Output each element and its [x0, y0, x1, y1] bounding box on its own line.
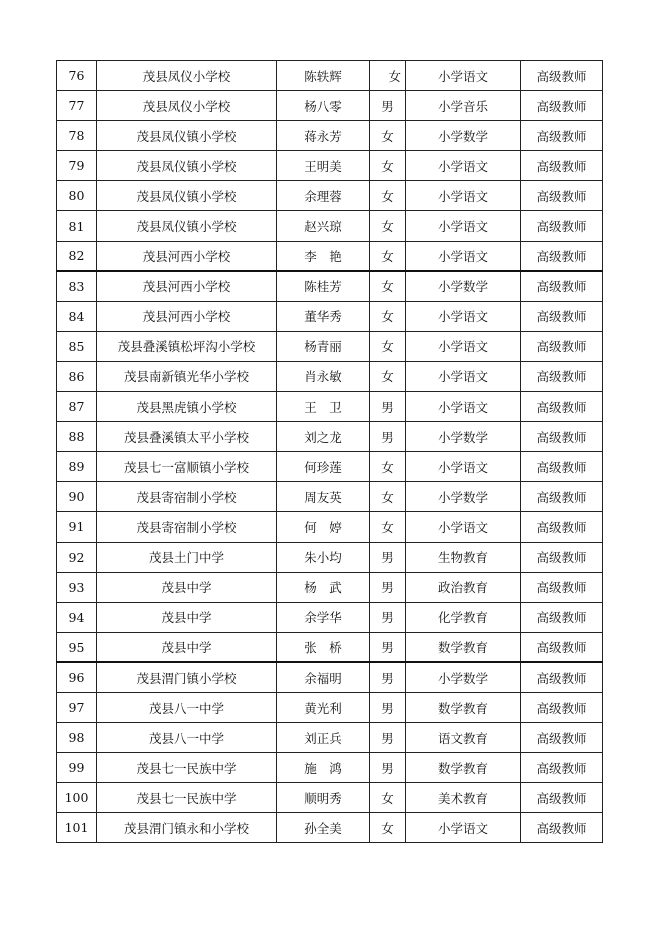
gender-cell: 女: [370, 813, 406, 843]
subject-cell: 政治教育: [406, 572, 521, 602]
row-number-cell: 86: [57, 361, 97, 391]
gender-cell: 女: [370, 121, 406, 151]
rank-title-cell: 高级教师: [521, 512, 603, 542]
row-number-cell: 99: [57, 753, 97, 783]
teacher-name-cell: 周友英: [277, 482, 370, 512]
subject-cell: 小学语文: [406, 181, 521, 211]
rank-title-cell: 高级教师: [521, 271, 603, 301]
teacher-name-cell: 李 艳: [277, 241, 370, 271]
subject-cell: 小学语文: [406, 452, 521, 482]
rank-title-cell: 高级教师: [521, 392, 603, 422]
table-row: [57, 692, 603, 722]
subject-cell: 语文教育: [406, 723, 521, 753]
table-row: [57, 482, 603, 512]
rank-title-cell: 高级教师: [521, 331, 603, 361]
table-row: [57, 211, 603, 241]
teacher-name-cell: 董华秀: [277, 301, 370, 331]
rank-title-cell: 高级教师: [521, 181, 603, 211]
rank-title-cell: 高级教师: [521, 422, 603, 452]
subject-cell: 小学数学: [406, 662, 521, 692]
row-number-cell: 90: [57, 482, 97, 512]
row-number-cell: 89: [57, 452, 97, 482]
row-number-cell: 83: [57, 271, 97, 301]
table-row: [57, 151, 603, 181]
school-cell: 茂县凤仪小学校: [97, 91, 277, 121]
school-cell: 茂县渭门镇永和小学校: [97, 813, 277, 843]
subject-cell: 小学数学: [406, 422, 521, 452]
subject-cell: 小学语文: [406, 61, 521, 91]
school-cell: 茂县土门中学: [97, 542, 277, 572]
row-number-cell: 91: [57, 512, 97, 542]
row-number-cell: 79: [57, 151, 97, 181]
row-number-cell: 92: [57, 542, 97, 572]
row-number-cell: 78: [57, 121, 97, 151]
rank-title-cell: 高级教师: [521, 211, 603, 241]
teacher-name-cell: 杨 武: [277, 572, 370, 602]
gender-cell: 女: [370, 452, 406, 482]
teacher-name-cell: 顺明秀: [277, 783, 370, 813]
school-cell: 茂县寄宿制小学校: [97, 512, 277, 542]
table-row: [57, 422, 603, 452]
row-number-cell: 96: [57, 662, 97, 692]
subject-cell: 小学语文: [406, 211, 521, 241]
school-cell: 茂县中学: [97, 632, 277, 662]
rank-title-cell: 高级教师: [521, 301, 603, 331]
gender-cell: 男: [370, 572, 406, 602]
school-cell: 茂县河西小学校: [97, 301, 277, 331]
rank-title-cell: 高级教师: [521, 151, 603, 181]
row-number-cell: 88: [57, 422, 97, 452]
table-row: [57, 331, 603, 361]
gender-cell: 男: [370, 542, 406, 572]
row-number-cell: 80: [57, 181, 97, 211]
teacher-name-cell: 余理蓉: [277, 181, 370, 211]
row-number-cell: 98: [57, 723, 97, 753]
rank-title-cell: 高级教师: [521, 723, 603, 753]
school-cell: 茂县七一民族中学: [97, 783, 277, 813]
gender-cell: 男: [370, 723, 406, 753]
subject-cell: 小学语文: [406, 331, 521, 361]
rank-title-cell: 高级教师: [521, 452, 603, 482]
rank-title-cell: 高级教师: [521, 361, 603, 391]
table-row: [57, 723, 603, 753]
subject-cell: 小学语文: [406, 301, 521, 331]
row-number-cell: 94: [57, 602, 97, 632]
rank-title-cell: 高级教师: [521, 241, 603, 271]
school-cell: 茂县凤仪镇小学校: [97, 211, 277, 241]
subject-cell: 数学教育: [406, 753, 521, 783]
row-number-cell: 100: [57, 783, 97, 813]
school-cell: 茂县凤仪小学校: [97, 61, 277, 91]
gender-cell: 男: [370, 662, 406, 692]
teacher-name-cell: 陈轶辉: [277, 61, 370, 91]
teacher-name-cell: 赵兴琼: [277, 211, 370, 241]
teacher-name-cell: 张 桥: [277, 632, 370, 662]
row-number-cell: 84: [57, 301, 97, 331]
teacher-name-cell: 刘正兵: [277, 723, 370, 753]
gender-cell: 女: [370, 211, 406, 241]
teacher-name-cell: 杨青丽: [277, 331, 370, 361]
teacher-name-cell: 王明美: [277, 151, 370, 181]
teacher-name-cell: 施 鸿: [277, 753, 370, 783]
gender-cell: 男: [370, 632, 406, 662]
subject-cell: 美术教育: [406, 783, 521, 813]
school-cell: 茂县寄宿制小学校: [97, 482, 277, 512]
row-number-cell: 93: [57, 572, 97, 602]
table-row: [57, 121, 603, 151]
teacher-name-cell: 肖永敏: [277, 361, 370, 391]
rank-title-cell: 高级教师: [521, 602, 603, 632]
gender-cell: 男: [370, 692, 406, 722]
teacher-name-cell: 何珍莲: [277, 452, 370, 482]
row-number-cell: 85: [57, 331, 97, 361]
rank-title-cell: 高级教师: [521, 121, 603, 151]
gender-cell: 女: [370, 783, 406, 813]
subject-cell: 小学语文: [406, 151, 521, 181]
table-row: [57, 753, 603, 783]
subject-cell: 化学教育: [406, 602, 521, 632]
row-number-cell: 82: [57, 241, 97, 271]
gender-cell: 男: [370, 392, 406, 422]
subject-cell: 小学语文: [406, 241, 521, 271]
school-cell: 茂县河西小学校: [97, 241, 277, 271]
subject-cell: 小学数学: [406, 121, 521, 151]
gender-cell: 女: [370, 241, 406, 271]
rank-title-cell: 高级教师: [521, 692, 603, 722]
rank-title-cell: 高级教师: [521, 662, 603, 692]
table-row: [57, 512, 603, 542]
row-number-cell: 76: [57, 61, 97, 91]
table-row: [57, 542, 603, 572]
subject-cell: 小学数学: [406, 482, 521, 512]
table-row: [57, 361, 603, 391]
teacher-name-cell: 余学华: [277, 602, 370, 632]
school-cell: 茂县八一中学: [97, 723, 277, 753]
gender-cell: 男: [370, 753, 406, 783]
teacher-name-cell: 杨八零: [277, 91, 370, 121]
subject-cell: 小学语文: [406, 512, 521, 542]
row-number-cell: 77: [57, 91, 97, 121]
teacher-name-cell: 刘之龙: [277, 422, 370, 452]
rank-title-cell: 高级教师: [521, 482, 603, 512]
rank-title-cell: 高级教师: [521, 783, 603, 813]
rank-title-cell: 高级教师: [521, 753, 603, 783]
school-cell: 茂县凤仪镇小学校: [97, 181, 277, 211]
rank-title-cell: 高级教师: [521, 813, 603, 843]
table-row: [57, 632, 603, 662]
gender-cell: 男: [370, 602, 406, 632]
teacher-name-cell: 陈桂芳: [277, 271, 370, 301]
school-cell: 茂县凤仪镇小学校: [97, 151, 277, 181]
gender-cell: 女: [370, 301, 406, 331]
school-cell: 茂县七一民族中学: [97, 753, 277, 783]
rank-title-cell: 高级教师: [521, 61, 603, 91]
gender-cell: 女: [370, 181, 406, 211]
table-row: [57, 813, 603, 843]
school-cell: 茂县八一中学: [97, 692, 277, 722]
teacher-name-cell: 黄光利: [277, 692, 370, 722]
gender-cell: 女: [370, 61, 406, 91]
gender-cell: 女: [370, 331, 406, 361]
gender-cell: 女: [370, 361, 406, 391]
table-row: [57, 392, 603, 422]
teacher-name-cell: 余福明: [277, 662, 370, 692]
table-row: [57, 241, 603, 271]
row-number-cell: 87: [57, 392, 97, 422]
rank-title-cell: 高级教师: [521, 91, 603, 121]
table-row: [57, 271, 603, 301]
subject-cell: 小学语文: [406, 392, 521, 422]
row-number-cell: 97: [57, 692, 97, 722]
school-cell: 茂县南新镇光华小学校: [97, 361, 277, 391]
teacher-name-cell: 蒋永芳: [277, 121, 370, 151]
table-row: [57, 602, 603, 632]
teacher-name-cell: 孙全美: [277, 813, 370, 843]
rank-title-cell: 高级教师: [521, 632, 603, 662]
table-row: [57, 662, 603, 692]
table-row: [57, 61, 603, 91]
teacher-name-cell: 何 婷: [277, 512, 370, 542]
rank-title-cell: 高级教师: [521, 572, 603, 602]
row-number-cell: 101: [57, 813, 97, 843]
gender-cell: 女: [370, 512, 406, 542]
school-cell: 茂县凤仪镇小学校: [97, 121, 277, 151]
school-cell: 茂县黑虎镇小学校: [97, 392, 277, 422]
table-row: [57, 301, 603, 331]
teacher-name-cell: 朱小均: [277, 542, 370, 572]
row-number-cell: 81: [57, 211, 97, 241]
subject-cell: 小学语文: [406, 361, 521, 391]
subject-cell: 小学数学: [406, 271, 521, 301]
school-cell: 茂县河西小学校: [97, 271, 277, 301]
table-body: [57, 61, 603, 843]
school-cell: 茂县叠溪镇太平小学校: [97, 422, 277, 452]
table-row: [57, 783, 603, 813]
gender-cell: 女: [370, 151, 406, 181]
teacher-list-table: [56, 60, 603, 843]
school-cell: 茂县叠溪镇松坪沟小学校: [97, 331, 277, 361]
school-cell: 茂县中学: [97, 602, 277, 632]
gender-cell: 男: [370, 91, 406, 121]
school-cell: 茂县七一富顺镇小学校: [97, 452, 277, 482]
subject-cell: 小学语文: [406, 813, 521, 843]
gender-cell: 女: [370, 482, 406, 512]
gender-cell: 女: [370, 271, 406, 301]
rank-title-cell: 高级教师: [521, 542, 603, 572]
subject-cell: 小学音乐: [406, 91, 521, 121]
subject-cell: 生物教育: [406, 542, 521, 572]
table-row: [57, 452, 603, 482]
subject-cell: 数学教育: [406, 632, 521, 662]
school-cell: 茂县中学: [97, 572, 277, 602]
table-row: [57, 181, 603, 211]
subject-cell: 数学教育: [406, 692, 521, 722]
row-number-cell: 95: [57, 632, 97, 662]
table-row: [57, 91, 603, 121]
gender-cell: 男: [370, 422, 406, 452]
table-row: [57, 572, 603, 602]
teacher-name-cell: 王 卫: [277, 392, 370, 422]
school-cell: 茂县渭门镇小学校: [97, 662, 277, 692]
